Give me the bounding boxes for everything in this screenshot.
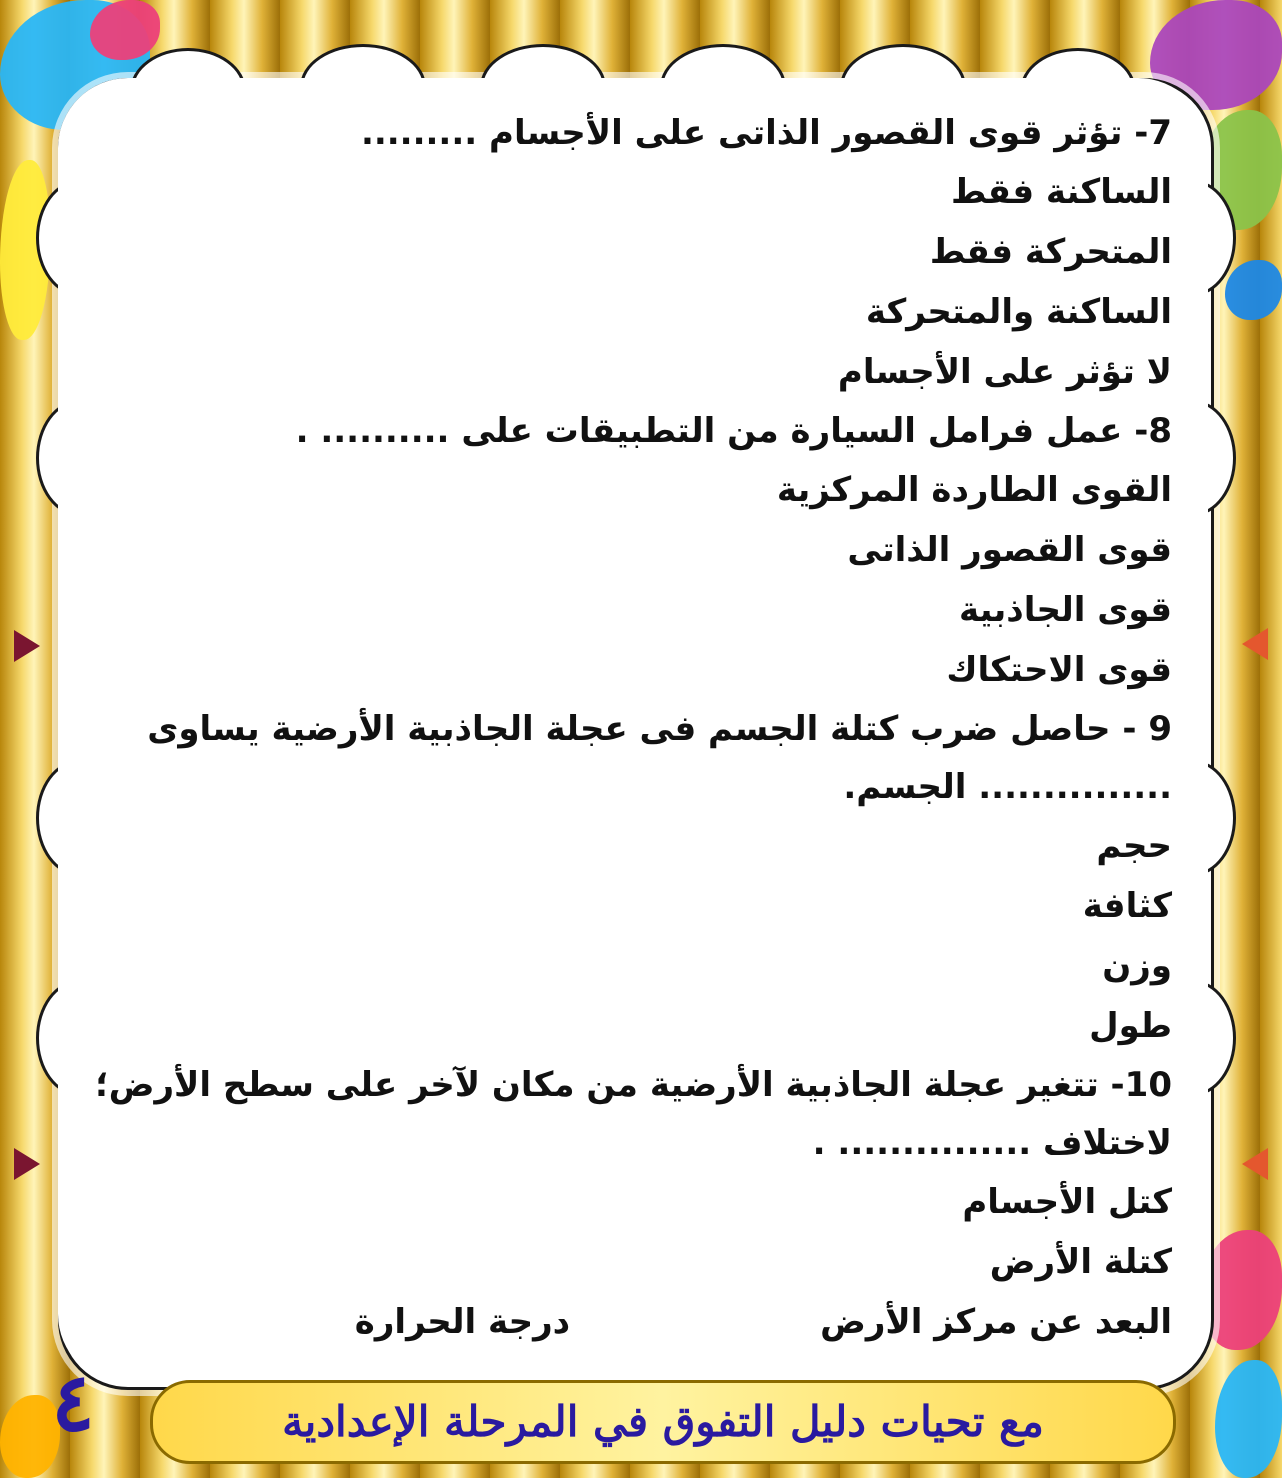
questions-content bbox=[95, 104, 1172, 1352]
frame-arrow bbox=[14, 1148, 40, 1180]
answer-option: كتل الأجسام bbox=[962, 1182, 1172, 1222]
question-stem: 8- عمل فرامل السيارة من التطبيقات على .......... . bbox=[295, 411, 1172, 451]
answer-option: المتحركة فقط bbox=[929, 232, 1172, 272]
answer-option: كثافة bbox=[1082, 886, 1172, 926]
question-9 bbox=[112, 700, 1172, 1056]
question-stem: 9 - حاصل ضرب كتلة الجسم فى عجلة الجاذبية الأرضية يساوى bbox=[147, 709, 1172, 749]
question-stem: 10- تتغير عجلة الجاذبية الأرضية من مكان لآخر على سطح الأرض؛ bbox=[95, 1065, 1172, 1105]
answer-option: طول bbox=[1089, 1006, 1172, 1046]
answer-option: قوى القصور الذاتى bbox=[847, 530, 1172, 570]
frame-arrow bbox=[1242, 1148, 1268, 1180]
answer-option: وزن bbox=[1102, 946, 1172, 986]
answer-option: كتلة الأرض bbox=[989, 1242, 1172, 1282]
splash-decoration bbox=[1215, 1360, 1282, 1478]
answer-option: لا تؤثر على الأجسام bbox=[837, 352, 1172, 392]
answer-option: حجم bbox=[1096, 826, 1172, 866]
question-8 bbox=[112, 402, 1172, 700]
answer-option: قوى الجاذبية bbox=[959, 590, 1172, 630]
question-10 bbox=[95, 1056, 1172, 1352]
footer-banner: مع تحيات دليل التفوق في المرحلة الإعدادية bbox=[150, 1380, 1176, 1464]
question-7 bbox=[112, 104, 1172, 402]
question-stem: 7- تؤثر قوى القصور الذاتى على الأجسام ......... bbox=[360, 113, 1172, 153]
frame-arrow bbox=[1242, 628, 1268, 660]
splash-decoration bbox=[1225, 260, 1282, 320]
frame-arrow bbox=[14, 630, 40, 662]
answer-option: القوى الطاردة المركزية bbox=[776, 470, 1172, 510]
question-stem-continued: لاختلاف ............... . bbox=[812, 1123, 1172, 1163]
answer-option: الساكنة والمتحركة bbox=[865, 292, 1172, 332]
page-number: ٤ bbox=[51, 1355, 95, 1449]
question-stem-continued: ............... الجسم. bbox=[843, 767, 1172, 807]
answer-option: درجة الحرارة bbox=[354, 1302, 571, 1342]
answer-option: البعد عن مركز الأرض bbox=[820, 1302, 1172, 1342]
answer-option-pair bbox=[112, 1292, 1172, 1352]
answer-option: الساكنة فقط bbox=[950, 172, 1172, 212]
answer-option: قوى الاحتكاك bbox=[946, 650, 1172, 690]
